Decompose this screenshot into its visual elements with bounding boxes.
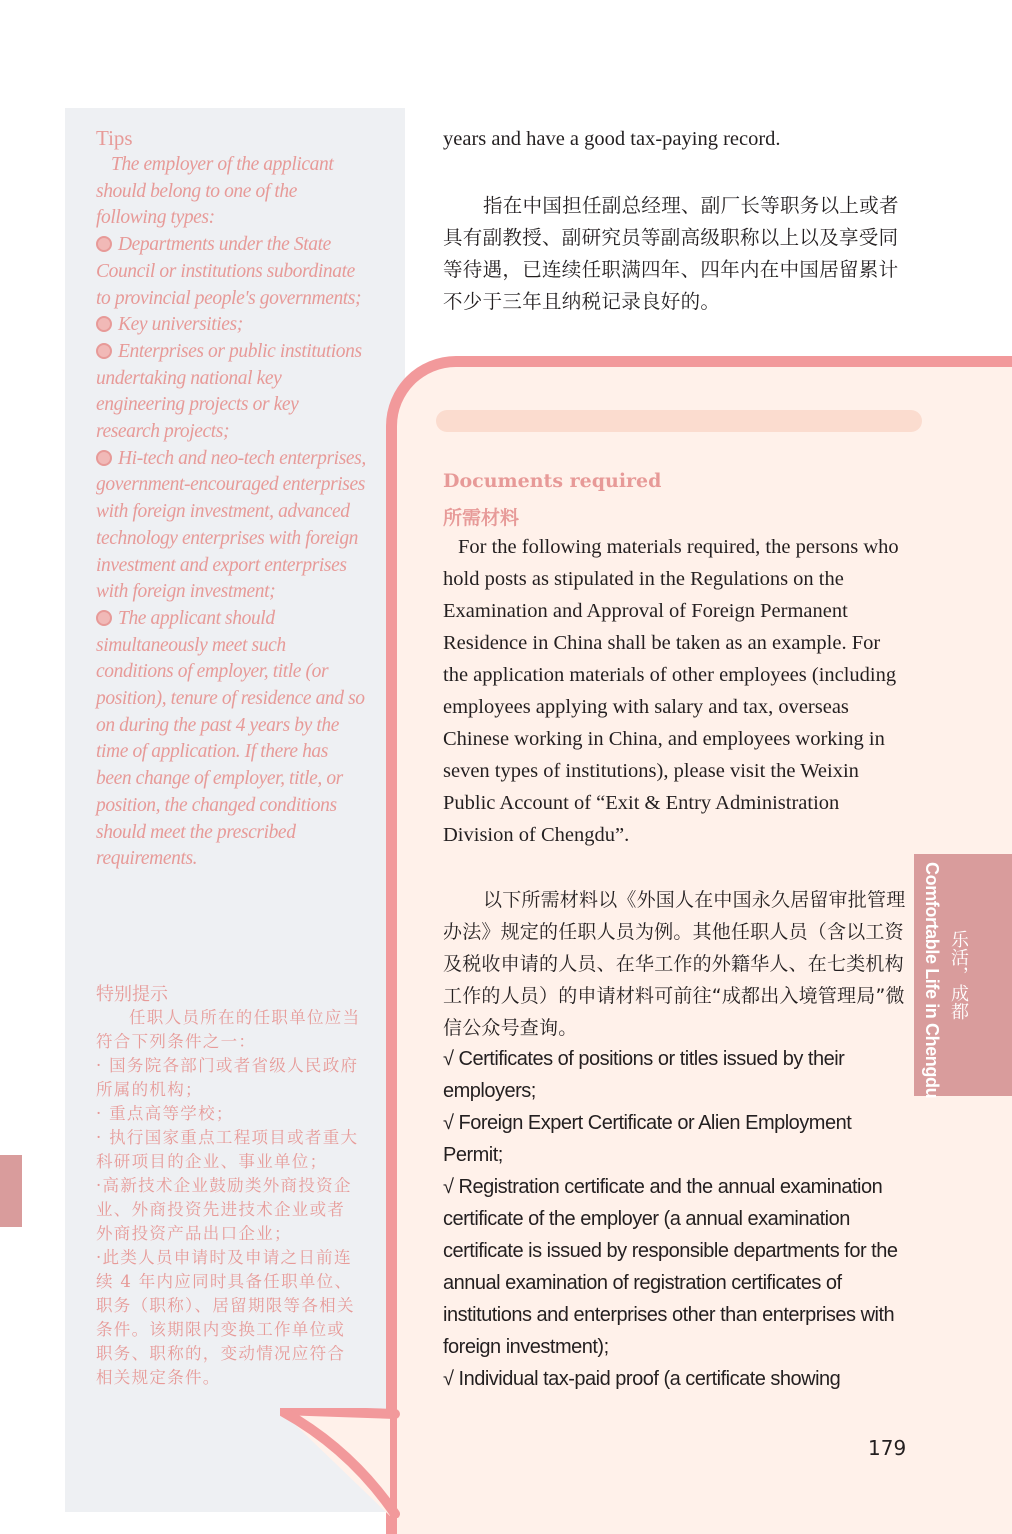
requirement-item: √ Foreign Expert Certificate or Alien Employment Permit;: [443, 1112, 852, 1166]
page-number: 179: [868, 1436, 907, 1460]
requirement-item: √ Registration certificate and the annual examination certificate of the employer (a annual examination certificate is issued by responsible departments for the annual examination of registration certificates of institutions and enterprises other than enterprises with foreign investment);: [443, 1176, 898, 1358]
tips-chinese-text: [96, 1006, 361, 1390]
left-edge-marker: [0, 1155, 22, 1227]
tips-cn-heading: 特别提示: [96, 984, 168, 1005]
tips-en-bullet: Hi-tech and neo-tech enterprises, government-encouraged enterprises with foreign investment, advanced technology enterprises with foreign investment and export enterprises with foreign investment;: [96, 447, 366, 603]
top-english-line: years and have a good tax-paying record.: [443, 128, 781, 150]
bullet-circle-icon: [96, 236, 112, 252]
bullet-circle-icon: [96, 316, 112, 332]
side-tab-chinese: 乐活，成都: [948, 930, 969, 1020]
callout-tail: [280, 1408, 400, 1518]
tips-cn-bullet: · 国务院各部门或者省级人民政府所属的机构；: [96, 1056, 359, 1099]
tips-cn-intro: 任职人员所在的任职单位应当符合下列条件之一：: [96, 1008, 361, 1051]
bullet-circle-icon: [96, 343, 112, 359]
decorative-pill-bar: [436, 410, 922, 432]
bullet-circle-icon: [96, 610, 112, 626]
documents-english-paragraph: For the following materials required, the persons who hold posts as stipulated in the Regulations on the Examination and Approval of Foreign Permanent Residence in China shall be taken as an example. For the application materials of other employees (including employees applying with salary and tax, overseas Chinese working in China, and employees working in seven types of institutions), please visit the Weixin Public Account of “Exit & Entry Administration Division of Chengdu”.: [443, 536, 899, 846]
tips-english-text: [96, 152, 366, 873]
requirement-item: √ Individual tax-paid proof (a certificate showing: [443, 1368, 841, 1390]
top-chinese-paragraph: 指在中国担任副总经理、副厂长等职务以上或者具有副教授、副研究员等副高级职称以上以及享受同等待遇，已连续任职满四年、四年内在中国居留累计不少于三年且纳税记录良好的。: [443, 194, 899, 313]
tips-en-bullet: Key universities;: [96, 312, 366, 339]
tips-en-intro: The employer of the applicant should belong to one of the following types:: [96, 154, 334, 229]
tips-en-bullet: Enterprises or public institutions undertaking national key engineering projects or key research projects;: [96, 340, 362, 443]
tips-heading: Tips: [96, 126, 133, 150]
tips-en-bullet: The applicant should simultaneously meet such conditions of employer, title (or position), tenure of residence and so on during the past 4 years by the time of application. If there has been change of employer, title, or position, the changed conditions should meet the prescribed requirements.: [96, 607, 365, 870]
bullet-circle-icon: [96, 450, 112, 466]
documents-title-en: Documents required: [443, 470, 662, 492]
tips-cn-bullet: · 执行国家重点工程项目或者重大科研项目的企业、事业单位；: [96, 1128, 359, 1171]
tips-cn-bullet: · 重点高等学校；: [96, 1104, 234, 1123]
requirement-item: √ Certificates of positions or titles issued by their employers;: [443, 1048, 845, 1102]
tips-cn-bullet: ·此类人员申请时及申请之日前连续 4 年内应同时具备任职单位、职务（职称）、居留期限等各相关条件。该期限内变换工作单位或职务、职称的，变动情况应符合相关规定条件。: [96, 1248, 355, 1387]
documents-chinese-paragraph: 以下所需材料以《外国人在中国永久居留审批管理办法》规定的任职人员为例。其他任职人员（含以工资及税收申请的人员、在华工作的外籍华人、在七类机构工作的人员）的申请材料可前往“成都出入境管理局”微信公众号查询。: [443, 889, 906, 1039]
documents-title-cn: 所需材料: [443, 507, 520, 529]
tips-en-bullet: Departments under the State Council or institutions subordinate to provincial people's governments;: [96, 234, 362, 309]
requirements-list: [443, 1043, 913, 1395]
tips-cn-bullet: ·高新技术企业鼓励类外商投资企业、外商投资先进技术企业或者外商投资产品出口企业；: [96, 1176, 352, 1243]
side-tab-english: Comfortable Life in Chengdu: [922, 862, 942, 1099]
